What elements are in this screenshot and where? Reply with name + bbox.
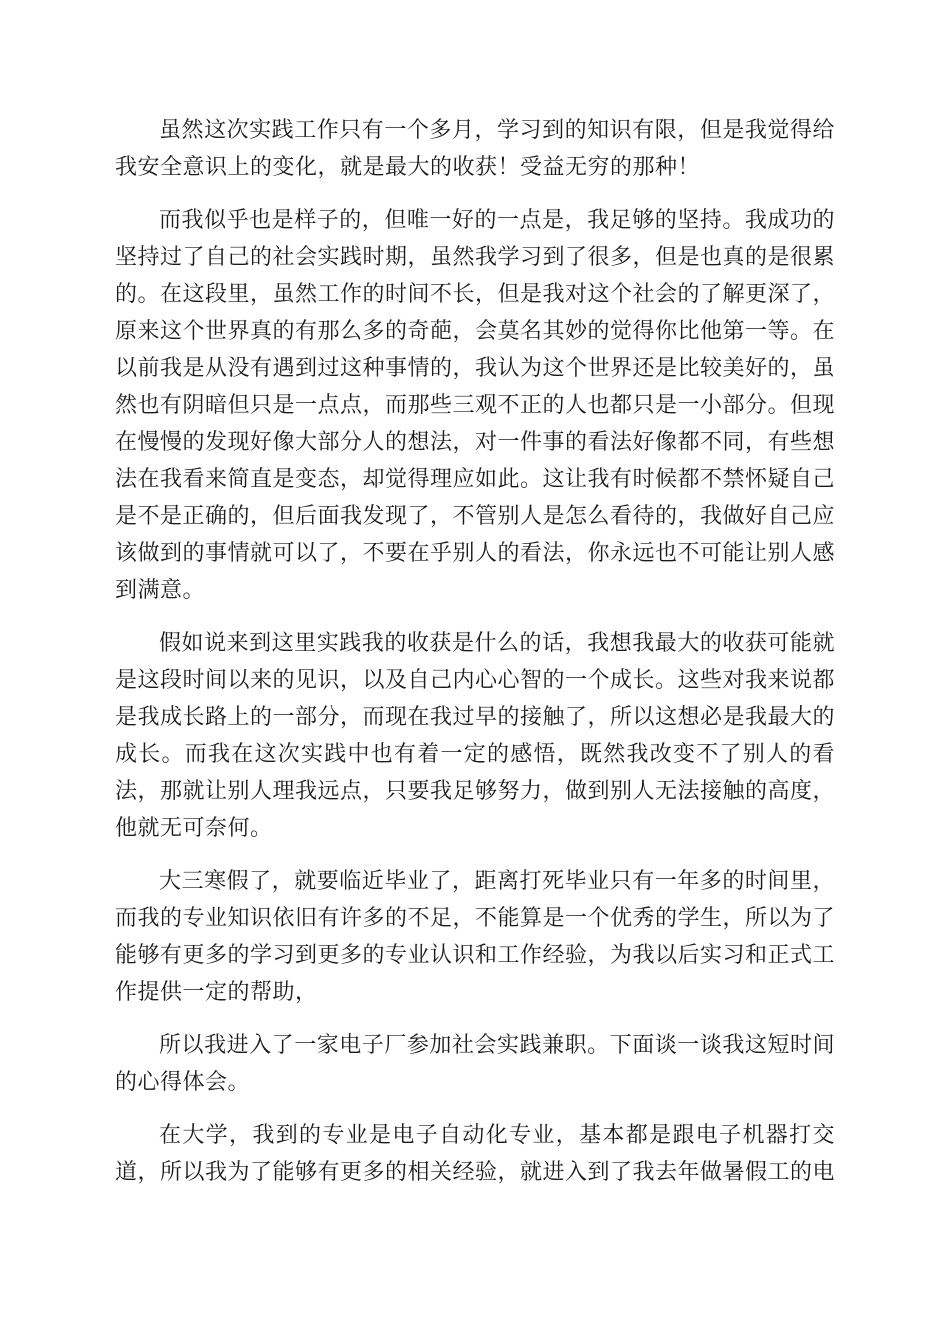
paragraph-1: 虽然这次实践工作只有一个多月，学习到的知识有限，但是我觉得给我安全意识上的变化，就是最大的收获！受益无穷的那种！ <box>115 118 835 180</box>
paragraph-2: 而我似乎也是样子的，但唯一好的一点是，我足够的坚持。我成功的坚持过了自己的社会实践时期，虽然我学习到了很多，但是也真的是很累的。在这段里，虽然工作的时间不长，但是我对这个社会的了解更深了，原来这个世界真的有那么多的奇葩，会莫名其妙的觉得你比他第一等。在以前我是从没有遇到过这种事情的，我认为这个世界还是比较美好的，虽然也有阴暗但只是一点点，而那些三观不正的人也都只是一小部分。但现在慢慢的发现好像大部分人的想法，对一件事的看法好像都不同，有些想法在我看来简直是变态，却觉得理应如此。这让我有时候都不禁怀疑自己是不是正确的，但后面我发现了，不管别人是怎么看待的，我做好自己应该做到的事情就可以了，不要在乎别人的看法，你永远也不可能让别人感到满意。 <box>115 208 836 603</box>
paragraph-5: 所以我进入了一家电子厂参加社会实践兼职。下面谈一谈我这短时间的心得体会。 <box>115 1033 835 1095</box>
paragraph-6: 在大学，我到的专业是电子自动化专业，基本都是跟电子机器打交道，所以我为了能够有更多的相关经验，就进入到了我去年做暑假工的电 <box>115 1123 836 1185</box>
document-body <box>115 112 835 1207</box>
paragraph-4: 大三寒假了，就要临近毕业了，距离打死毕业只有一年多的时间里，而我的专业知识依旧有许多的不足，不能算是一个优秀的学生，所以为了能够有更多的学习到更多的专业认识和工作经验，为我以后实习和正式工作提供一定的帮助， <box>115 869 836 1005</box>
paragraph-3: 假如说来到这里实践我的收获是什么的话，我想我最大的收获可能就是这段时间以来的见识，以及自己内心心智的一个成长。这些对我来说都是我成长路上的一部分，而现在我过早的接触了，所以这想必是我最大的成长。而我在这次实践中也有着一定的感悟，既然我改变不了别人的看法，那就让别人理我远点，只要我足够努力，做到别人无法接触的高度，他就无可奈何。 <box>115 631 836 841</box>
